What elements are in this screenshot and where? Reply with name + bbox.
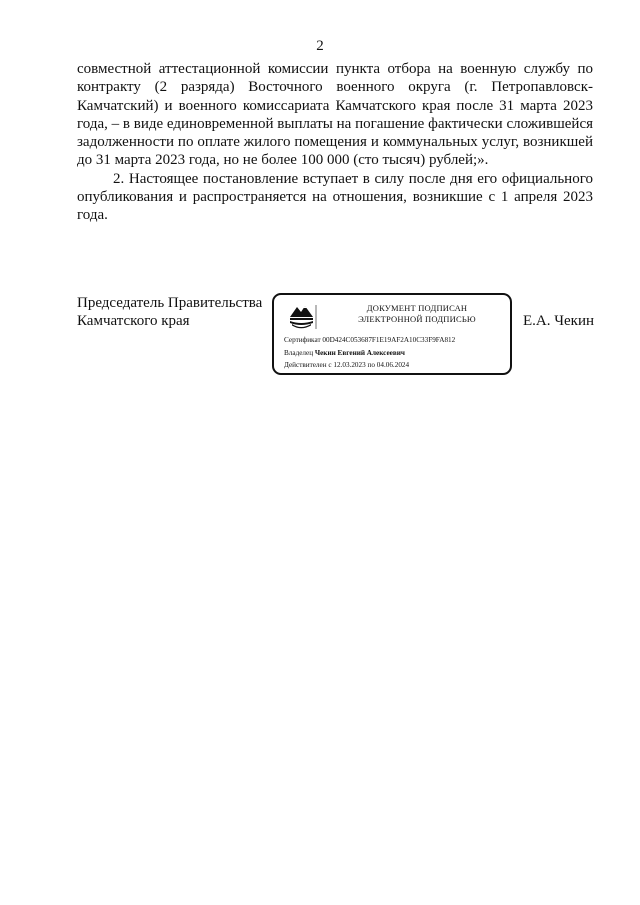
signatory-name: Е.А. Чекин <box>523 313 594 329</box>
kamchatka-emblem-icon <box>286 303 320 331</box>
stamp-valid-to-word: по <box>367 361 375 369</box>
stamp-owner-line <box>284 349 405 358</box>
page-number: 2 <box>316 38 324 54</box>
stamp-valid-label: Действителен <box>284 361 327 369</box>
stamp-heading <box>326 303 508 325</box>
stamp-owner-value: Чекин Евгений Алексеевич <box>314 349 405 357</box>
signatory-title-line-2: Камчатского края <box>77 313 190 329</box>
stamp-valid-from-word: с <box>328 361 332 369</box>
document-body <box>77 60 593 225</box>
signatory-title <box>77 294 262 330</box>
stamp-validity-line <box>284 361 409 370</box>
paragraph-item-2: 2. Настоящее постановление вступает в силу после дня его официального опубликования и распространяется на отношения, возникшие с 1 апреля 2023 года. <box>77 170 593 224</box>
paragraph-continuation: совместной аттестационной комиссии пункта отбора на военную службу по контракту (2 разряда) Восточного военного округа (г. Петропавловск-Камчатский) и военного комиссариата Камчатского края после 31 марта 2023 года, – в виде единовременной выплаты на погашение фактически сложившейся задолженности по оплате жилого помещения и коммунальных услуг, возникшей до 31 марта 2023 года, но не более 100 000 (сто тысяч) рублей;». <box>77 61 593 169</box>
signatory-title-line-1: Председатель Правительства <box>77 295 263 311</box>
stamp-heading-line-1: ДОКУМЕНТ ПОДПИСАН <box>366 303 468 313</box>
stamp-certificate-line <box>284 336 455 345</box>
stamp-valid-to: 04.06.2024 <box>376 361 410 369</box>
stamp-certificate-label: Сертификат <box>284 336 321 344</box>
stamp-valid-from: 12.03.2023 <box>333 361 366 369</box>
stamp-heading-line-2: ЭЛЕКТРОННОЙ ПОДПИСЬЮ <box>358 314 476 324</box>
electronic-signature-stamp <box>272 293 512 375</box>
stamp-certificate-value: 00D424C053687F1E19AF2A10C33F9FA812 <box>322 336 456 344</box>
stamp-owner-label: Владелец <box>284 349 314 357</box>
